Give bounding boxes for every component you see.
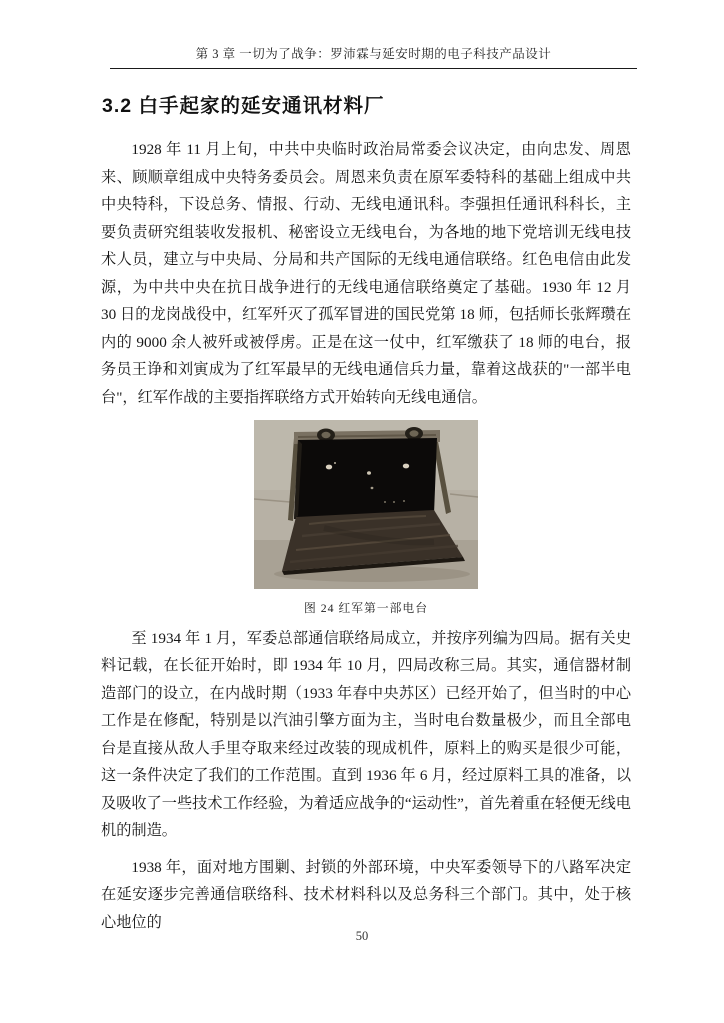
radio-photo-illustration	[254, 420, 478, 589]
page-body	[101, 136, 631, 945]
section-heading: 3.2 白手起家的延安通讯材料厂	[102, 95, 385, 117]
paragraph-3: 1938 年，面对地方围剿、封锁的外部环境，中央军委领导下的八路军决定在延安逐步完善通信联络科、技术材料科以及总务科三个部门。其中，处于核心地位的	[101, 858, 631, 931]
chapter-running-header: 第 3 章 一切为了战争：罗沛霖与延安时期的电子科技产品设计	[110, 44, 637, 69]
paragraph-1: 1928 年 11 月上旬，中共中央临时政治局常委会议决定，由向忠发、周恩来、顾顺章组成中央特务委员会。周恩来负责在原军委特科的基础上组成中共中央特科，下设总务、情报、行动、无线电通讯科。李强担任通讯科科长，主要负责研究组装收发报机、秘密设立无线电台，为各地的地下党培训无线电技术人员，建立与中央局、分局和共产国际的无线电通信联络。红色电信由此发源，为中共中央在抗日战争进行的无线电通信联络奠定了基础。1930 年 12 月 30 日的龙岗战役中，红军歼灭了孤军冒进的国民党第 18 师，包括师长张辉瓒在内的 9000 余人被歼或被俘虏。正是在这一仗中，红军缴获了 18 师的电台，报务员王诤和刘寅成为了红军最早的无线电通信兵力量，靠着这战获的"一部半电台"，红军作战的主要指挥联络方式开始转向无线电通信。	[101, 141, 631, 406]
paragraph-2: 至 1934 年 1 月，军委总部通信联络局成立，并按序列编为四局。据有关史料记载，在长征开始时，即 1934 年 10 月，四局改称三局。其实，通信器材制造部门的设立，在内战时期（1933 年春中央苏区）已经开始了，但当时的中心工作是在修配，特别是以汽油引擎方面为主，当时电台数量极少，而且全部电台是直接从敌人手里夺取来经过改装的现成机件，原料上的购买是很少可能，这一条件决定了我们的工作范围。直到 1936 年 6 月，经过原料工具的准备，以及吸收了一些技术工作经验，为着适应战争的“运动性”，首先着重在轻便无线电机的制造。	[101, 629, 631, 840]
figure-24	[101, 420, 631, 615]
page-number: 50	[355, 929, 369, 943]
figure-caption: 图 24 红军第一部电台	[303, 601, 429, 615]
radio-photo	[254, 420, 478, 589]
